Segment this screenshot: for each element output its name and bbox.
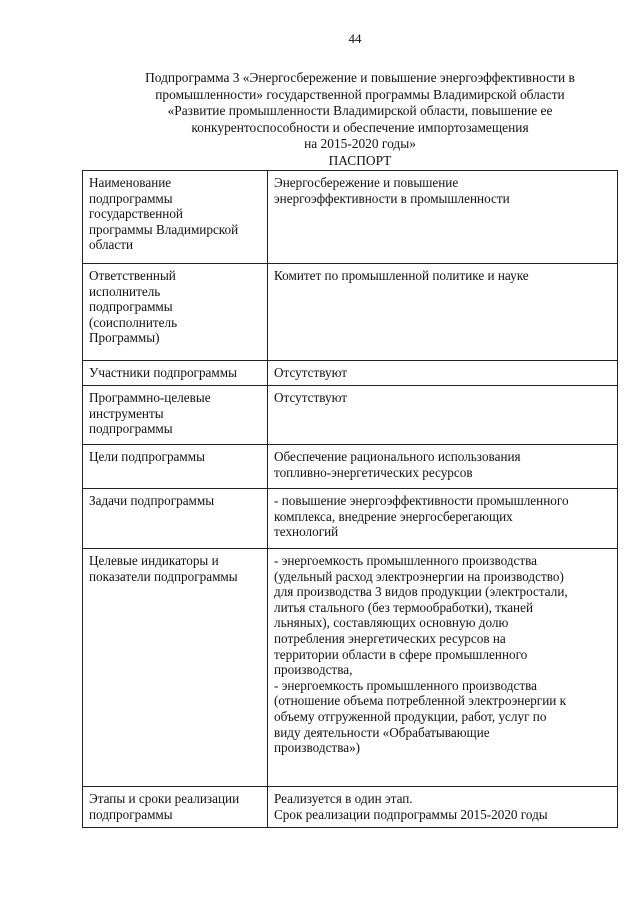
table-row — [83, 171, 618, 264]
label-line: программы Владимирской — [89, 221, 239, 237]
value-line: топливно-энергетических ресурсов — [274, 464, 473, 480]
label-line: Цели подпрограммы — [89, 449, 205, 464]
subprogram-heading — [90, 70, 630, 153]
label-line: подпрограммы — [89, 190, 173, 206]
value-line: (удельный расход электроэнергии на производство) — [274, 568, 564, 584]
label-line: подпрограммы — [89, 806, 173, 822]
row-label — [83, 386, 268, 445]
value-line: Обеспечение рационального использования — [274, 449, 521, 464]
value-line: комплекса, внедрение энергосберегающих — [274, 508, 513, 524]
label-line: области — [89, 237, 134, 253]
value-line: производства») — [274, 740, 361, 756]
table-row — [83, 264, 618, 361]
label-line: Этапы и сроки реализации — [89, 791, 240, 806]
label-line: Задачи подпрограммы — [89, 493, 215, 508]
value-line: объему отгруженной продукции, работ, услуг по — [274, 708, 547, 724]
label-line: Целевые индикаторы и — [89, 553, 219, 568]
value-line: Отсутствуют — [274, 390, 348, 405]
row-value — [268, 171, 618, 264]
row-label — [83, 489, 268, 549]
value-line: территории области в сфере промышленного — [274, 646, 528, 662]
label-line: Наименование — [89, 175, 172, 190]
value-line: энергоэффективности в промышленности — [274, 190, 510, 206]
value-line: Комитет по промышленной политике и науке — [274, 268, 529, 283]
label-line: подпрограммы — [89, 299, 173, 315]
table-row — [83, 445, 618, 489]
value-line: технологий — [274, 524, 339, 540]
heading-line: Подпрограмма 3 «Энергосбережение и повышение энергоэффективности в — [145, 70, 575, 85]
label-line: Ответственный — [89, 268, 176, 283]
label-line: исполнитель — [89, 283, 161, 299]
row-value — [268, 264, 618, 361]
row-label — [83, 787, 268, 828]
heading-line: «Развитие промышленности Владимирской области, повышение ее — [167, 103, 553, 118]
label-line: Программы) — [89, 330, 160, 346]
passport-title: ПАСПОРТ — [328, 153, 392, 168]
label-line: государственной — [89, 206, 183, 222]
label-line: инструменты — [89, 405, 164, 421]
value-line: - энергоемкость промышленного производства — [274, 677, 538, 693]
row-value — [268, 787, 618, 828]
value-line: - энергоемкость промышленного производства — [274, 553, 538, 568]
row-label — [83, 445, 268, 489]
value-line: Срок реализации подпрограммы 2015-2020 годы — [274, 806, 548, 822]
value-line: виду деятельности «Обрабатывающие — [274, 724, 490, 740]
value-line: (отношение объема потребленной электроэнергии к — [274, 693, 567, 709]
value-line: Реализуется в один этап. — [274, 791, 413, 806]
label-line: Программно-целевые — [89, 390, 211, 405]
label-line: показатели подпрограммы — [89, 568, 238, 584]
value-line: - повышение энергоэффективности промышленного — [274, 493, 569, 508]
row-value — [268, 386, 618, 445]
value-line: потребления энергетических ресурсов на — [274, 630, 506, 646]
table-row — [83, 489, 618, 549]
label-line: Участники подпрограммы — [89, 365, 237, 380]
value-line: литья стального (без термообработки), тканей — [274, 599, 534, 615]
heading-line: промышленности» государственной программы Владимирской области — [155, 86, 565, 102]
row-value — [268, 445, 618, 489]
row-label — [83, 549, 268, 787]
row-label — [83, 264, 268, 361]
table-row — [83, 787, 618, 828]
table-row — [83, 549, 618, 787]
row-value — [268, 361, 618, 386]
label-line: подпрограммы — [89, 421, 173, 437]
row-value — [268, 549, 618, 787]
value-line: льняных), составляющих основную долю — [274, 615, 509, 631]
passport-table — [82, 170, 618, 828]
table-row — [83, 386, 618, 445]
heading-line: конкурентоспособности и обеспечение импортозамещения — [191, 119, 529, 135]
value-line: Энергосбережение и повышение — [274, 175, 459, 190]
table-row — [83, 361, 618, 386]
row-value — [268, 489, 618, 549]
page-number: 44 — [348, 31, 362, 46]
value-line: для производства 3 видов продукции (электростали, — [274, 584, 568, 600]
row-label — [83, 171, 268, 264]
heading-line: на 2015-2020 годы» — [304, 136, 416, 151]
label-line: (соисполнитель — [89, 314, 178, 330]
row-label — [83, 361, 268, 386]
value-line: производства, — [274, 662, 353, 678]
value-line: Отсутствуют — [274, 365, 348, 380]
